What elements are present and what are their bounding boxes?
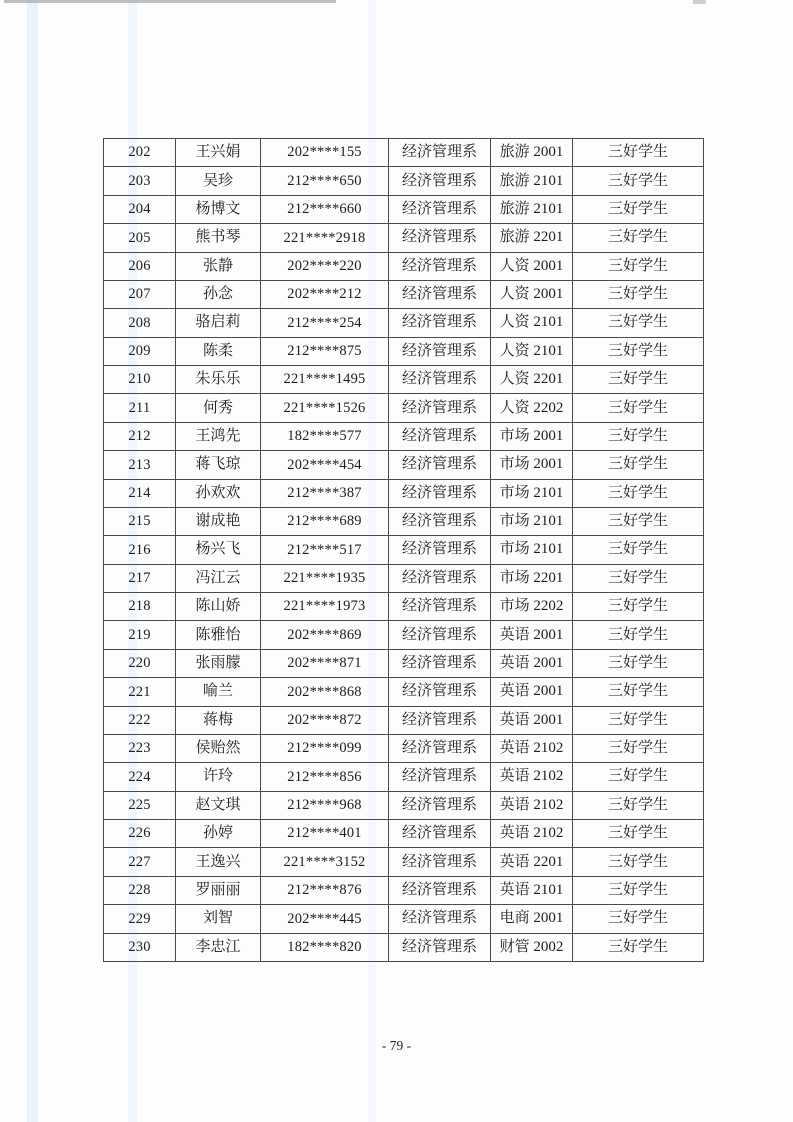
cell-class: 旅游 2001 — [491, 139, 573, 167]
cell-department: 经济管理系 — [389, 337, 491, 365]
cell-class: 人资 2001 — [491, 280, 573, 308]
table-row — [104, 167, 704, 195]
cell-row-number: 204 — [104, 195, 176, 223]
cell-row-number: 208 — [104, 309, 176, 337]
cell-id-masked: 182****820 — [261, 933, 389, 962]
cell-row-number: 211 — [104, 394, 176, 422]
table-row — [104, 564, 704, 592]
scan-edge-artifact-corner — [693, 0, 706, 4]
table-row — [104, 933, 704, 962]
cell-class: 旅游 2101 — [491, 167, 573, 195]
cell-student-name: 骆启莉 — [176, 309, 261, 337]
cell-student-name: 孙婷 — [176, 820, 261, 848]
cell-class: 人资 2001 — [491, 252, 573, 280]
scan-edge-artifact-top — [4, 0, 336, 3]
cell-student-name: 孙欢欢 — [176, 479, 261, 507]
cell-award-title: 三好学生 — [573, 479, 704, 507]
cell-student-name: 谢成艳 — [176, 507, 261, 535]
cell-id-masked: 202****212 — [261, 280, 389, 308]
table-row — [104, 649, 704, 677]
cell-department: 经济管理系 — [389, 876, 491, 904]
cell-student-name: 刘智 — [176, 905, 261, 933]
cell-id-masked: 221****2918 — [261, 224, 389, 252]
cell-student-name: 许玲 — [176, 763, 261, 791]
cell-id-masked: 182****577 — [261, 422, 389, 450]
table-row — [104, 139, 704, 167]
table-row — [104, 195, 704, 223]
cell-department: 经济管理系 — [389, 195, 491, 223]
cell-student-name: 王兴娟 — [176, 139, 261, 167]
cell-id-masked: 212****689 — [261, 507, 389, 535]
cell-id-masked: 202****872 — [261, 706, 389, 734]
cell-department: 经济管理系 — [389, 224, 491, 252]
cell-award-title: 三好学生 — [573, 507, 704, 535]
cell-class: 英语 2001 — [491, 649, 573, 677]
cell-student-name: 喻兰 — [176, 678, 261, 706]
cell-class: 市场 2001 — [491, 451, 573, 479]
cell-row-number: 226 — [104, 820, 176, 848]
cell-student-name: 朱乐乐 — [176, 366, 261, 394]
cell-award-title: 三好学生 — [573, 649, 704, 677]
cell-award-title: 三好学生 — [573, 139, 704, 167]
cell-class: 电商 2001 — [491, 905, 573, 933]
cell-class: 英语 2101 — [491, 876, 573, 904]
cell-student-name: 张雨朦 — [176, 649, 261, 677]
cell-department: 经济管理系 — [389, 564, 491, 592]
cell-student-name: 赵文琪 — [176, 791, 261, 819]
table-row — [104, 479, 704, 507]
cell-class: 人资 2201 — [491, 366, 573, 394]
cell-department: 经济管理系 — [389, 678, 491, 706]
cell-award-title: 三好学生 — [573, 734, 704, 762]
cell-row-number: 212 — [104, 422, 176, 450]
cell-id-masked: 221****1973 — [261, 593, 389, 621]
cell-department: 经济管理系 — [389, 593, 491, 621]
cell-id-masked: 202****445 — [261, 905, 389, 933]
cell-class: 市场 2101 — [491, 507, 573, 535]
cell-class: 市场 2202 — [491, 593, 573, 621]
cell-student-name: 侯贻然 — [176, 734, 261, 762]
cell-row-number: 202 — [104, 139, 176, 167]
cell-id-masked: 212****650 — [261, 167, 389, 195]
cell-department: 经济管理系 — [389, 763, 491, 791]
table-row — [104, 366, 704, 394]
cell-department: 经济管理系 — [389, 734, 491, 762]
cell-class: 人资 2202 — [491, 394, 573, 422]
cell-department: 经济管理系 — [389, 422, 491, 450]
table-row — [104, 224, 704, 252]
cell-class: 英语 2102 — [491, 734, 573, 762]
cell-id-masked: 221****1526 — [261, 394, 389, 422]
cell-class: 英语 2102 — [491, 820, 573, 848]
cell-student-name: 张静 — [176, 252, 261, 280]
cell-department: 经济管理系 — [389, 280, 491, 308]
cell-id-masked: 202****868 — [261, 678, 389, 706]
cell-student-name: 熊书琴 — [176, 224, 261, 252]
cell-class: 旅游 2201 — [491, 224, 573, 252]
cell-department: 经济管理系 — [389, 139, 491, 167]
student-awards-table-body — [104, 139, 704, 962]
table-row — [104, 252, 704, 280]
page-number: - 79 - — [381, 1038, 412, 1053]
cell-student-name: 王鸿先 — [176, 422, 261, 450]
cell-award-title: 三好学生 — [573, 848, 704, 876]
cell-row-number: 224 — [104, 763, 176, 791]
cell-department: 经济管理系 — [389, 167, 491, 195]
cell-class: 人资 2101 — [491, 309, 573, 337]
cell-award-title: 三好学生 — [573, 280, 704, 308]
cell-student-name: 王逸兴 — [176, 848, 261, 876]
cell-student-name: 蒋飞琼 — [176, 451, 261, 479]
cell-student-name: 冯江云 — [176, 564, 261, 592]
cell-class: 英语 2102 — [491, 763, 573, 791]
cell-row-number: 220 — [104, 649, 176, 677]
cell-row-number: 216 — [104, 536, 176, 564]
cell-id-masked: 202****220 — [261, 252, 389, 280]
cell-award-title: 三好学生 — [573, 224, 704, 252]
cell-class: 旅游 2101 — [491, 195, 573, 223]
cell-student-name: 杨兴飞 — [176, 536, 261, 564]
table-row — [104, 706, 704, 734]
table-row — [104, 337, 704, 365]
cell-department: 经济管理系 — [389, 479, 491, 507]
cell-row-number: 228 — [104, 876, 176, 904]
table-row — [104, 536, 704, 564]
cell-class: 市场 2001 — [491, 422, 573, 450]
cell-class: 财管 2002 — [491, 933, 573, 962]
cell-row-number: 209 — [104, 337, 176, 365]
cell-row-number: 225 — [104, 791, 176, 819]
cell-department: 经济管理系 — [389, 706, 491, 734]
cell-award-title: 三好学生 — [573, 309, 704, 337]
cell-award-title: 三好学生 — [573, 791, 704, 819]
cell-department: 经济管理系 — [389, 309, 491, 337]
cell-department: 经济管理系 — [389, 791, 491, 819]
cell-class: 英语 2001 — [491, 706, 573, 734]
cell-row-number: 215 — [104, 507, 176, 535]
table-row — [104, 876, 704, 904]
cell-id-masked: 212****876 — [261, 876, 389, 904]
cell-student-name: 何秀 — [176, 394, 261, 422]
cell-student-name: 孙念 — [176, 280, 261, 308]
cell-class: 市场 2101 — [491, 536, 573, 564]
table-row — [104, 734, 704, 762]
table-row — [104, 309, 704, 337]
cell-department: 经济管理系 — [389, 820, 491, 848]
cell-award-title: 三好学生 — [573, 678, 704, 706]
cell-id-masked: 202****454 — [261, 451, 389, 479]
cell-id-masked: 221****1935 — [261, 564, 389, 592]
cell-award-title: 三好学生 — [573, 876, 704, 904]
cell-row-number: 207 — [104, 280, 176, 308]
cell-id-masked: 212****401 — [261, 820, 389, 848]
cell-id-masked: 202****155 — [261, 139, 389, 167]
cell-row-number: 205 — [104, 224, 176, 252]
cell-award-title: 三好学生 — [573, 195, 704, 223]
cell-award-title: 三好学生 — [573, 564, 704, 592]
table-row — [104, 763, 704, 791]
table-row — [104, 678, 704, 706]
cell-id-masked: 212****517 — [261, 536, 389, 564]
cell-department: 经济管理系 — [389, 451, 491, 479]
table-row — [104, 621, 704, 649]
cell-award-title: 三好学生 — [573, 422, 704, 450]
cell-id-masked: 212****660 — [261, 195, 389, 223]
cell-award-title: 三好学生 — [573, 763, 704, 791]
cell-award-title: 三好学生 — [573, 366, 704, 394]
cell-id-masked: 212****387 — [261, 479, 389, 507]
cell-id-masked: 212****254 — [261, 309, 389, 337]
table-row — [104, 593, 704, 621]
cell-class: 市场 2101 — [491, 479, 573, 507]
table-row — [104, 394, 704, 422]
cell-id-masked: 202****869 — [261, 621, 389, 649]
cell-row-number: 219 — [104, 621, 176, 649]
cell-award-title: 三好学生 — [573, 706, 704, 734]
cell-id-masked: 202****871 — [261, 649, 389, 677]
cell-student-name: 蒋梅 — [176, 706, 261, 734]
cell-student-name: 杨博文 — [176, 195, 261, 223]
cell-row-number: 217 — [104, 564, 176, 592]
cell-department: 经济管理系 — [389, 536, 491, 564]
cell-row-number: 230 — [104, 933, 176, 962]
cell-student-name: 陈雅怡 — [176, 621, 261, 649]
cell-row-number: 203 — [104, 167, 176, 195]
cell-department: 经济管理系 — [389, 366, 491, 394]
table-row — [104, 422, 704, 450]
cell-department: 经济管理系 — [389, 252, 491, 280]
cell-class: 英语 2001 — [491, 678, 573, 706]
cell-class: 英语 2201 — [491, 848, 573, 876]
cell-department: 经济管理系 — [389, 621, 491, 649]
table-row — [104, 820, 704, 848]
cell-student-name: 陈柔 — [176, 337, 261, 365]
cell-row-number: 223 — [104, 734, 176, 762]
cell-row-number: 218 — [104, 593, 176, 621]
cell-row-number: 213 — [104, 451, 176, 479]
cell-student-name: 罗丽丽 — [176, 876, 261, 904]
cell-class: 市场 2201 — [491, 564, 573, 592]
cell-department: 经济管理系 — [389, 649, 491, 677]
cell-student-name: 吴珍 — [176, 167, 261, 195]
cell-id-masked: 221****1495 — [261, 366, 389, 394]
table-row — [104, 791, 704, 819]
cell-award-title: 三好学生 — [573, 451, 704, 479]
cell-award-title: 三好学生 — [573, 621, 704, 649]
table-row — [104, 848, 704, 876]
cell-class: 英语 2001 — [491, 621, 573, 649]
cell-award-title: 三好学生 — [573, 252, 704, 280]
table-row — [104, 507, 704, 535]
cell-id-masked: 212****856 — [261, 763, 389, 791]
cell-student-name: 李忠江 — [176, 933, 261, 962]
cell-student-name: 陈山娇 — [176, 593, 261, 621]
cell-class: 人资 2101 — [491, 337, 573, 365]
cell-row-number: 222 — [104, 706, 176, 734]
cell-award-title: 三好学生 — [573, 167, 704, 195]
cell-award-title: 三好学生 — [573, 820, 704, 848]
table-row — [104, 280, 704, 308]
cell-department: 经济管理系 — [389, 905, 491, 933]
cell-award-title: 三好学生 — [573, 933, 704, 962]
cell-award-title: 三好学生 — [573, 536, 704, 564]
cell-class: 英语 2102 — [491, 791, 573, 819]
cell-id-masked: 212****968 — [261, 791, 389, 819]
student-awards-table — [103, 138, 704, 962]
cell-row-number: 221 — [104, 678, 176, 706]
cell-department: 经济管理系 — [389, 933, 491, 962]
cell-award-title: 三好学生 — [573, 593, 704, 621]
cell-department: 经济管理系 — [389, 394, 491, 422]
cell-award-title: 三好学生 — [573, 394, 704, 422]
cell-id-masked: 212****875 — [261, 337, 389, 365]
table-row — [104, 451, 704, 479]
table-row — [104, 905, 704, 933]
cell-row-number: 229 — [104, 905, 176, 933]
cell-department: 经济管理系 — [389, 848, 491, 876]
cell-row-number: 214 — [104, 479, 176, 507]
cell-award-title: 三好学生 — [573, 905, 704, 933]
cell-row-number: 206 — [104, 252, 176, 280]
cell-row-number: 227 — [104, 848, 176, 876]
cell-row-number: 210 — [104, 366, 176, 394]
cell-id-masked: 212****099 — [261, 734, 389, 762]
cell-award-title: 三好学生 — [573, 337, 704, 365]
cell-id-masked: 221****3152 — [261, 848, 389, 876]
cell-department: 经济管理系 — [389, 507, 491, 535]
